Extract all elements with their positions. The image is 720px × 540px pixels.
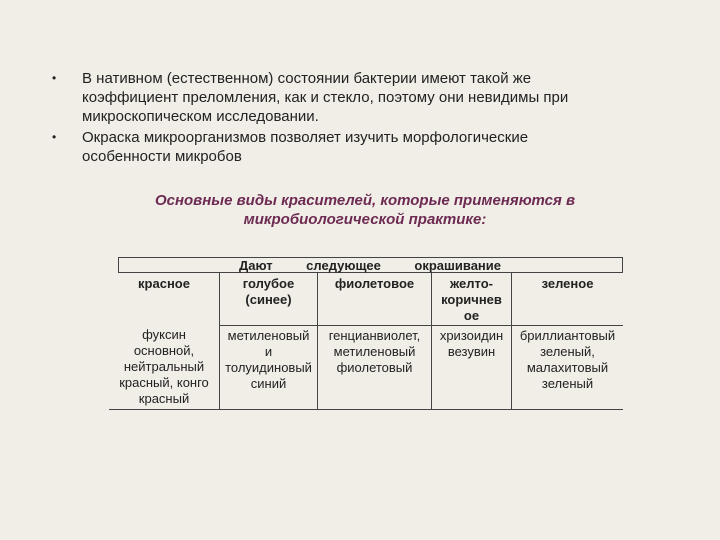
bullet-text: Окраска микроорганизмов позволяет изучить морфологические особенности микробов xyxy=(82,129,529,165)
column-header: голубое (синее) xyxy=(242,276,295,307)
table-header-word: окрашивание xyxy=(414,258,501,273)
bullet-list xyxy=(52,69,612,168)
column-header: зеленое xyxy=(541,276,594,291)
table-column-blue xyxy=(219,273,317,409)
table-columns xyxy=(109,273,623,409)
table-column-red xyxy=(109,273,219,409)
table-header-word: Дают xyxy=(239,258,273,273)
table-bottom-border xyxy=(109,409,623,410)
column-header: фиолетовое xyxy=(334,276,415,291)
bullet-text: В нативном (естественном) состоянии бактерии имеют такой же коэффициент преломления, как и стекло, поэтому они невидимы при микроскопическом исследовании. xyxy=(82,70,569,125)
table-cell: фуксин основной, нейтральный красный, конго красный xyxy=(119,327,209,406)
bullet-item xyxy=(52,128,612,166)
table-header-word: следующее xyxy=(306,258,381,273)
bullet-icon: • xyxy=(52,71,57,85)
table-cell: метиленовый и толуидиновый синий xyxy=(220,325,317,392)
bullet-item xyxy=(52,69,612,126)
table-column-yellow-brown xyxy=(431,273,511,409)
table-cell: хризоидин везувин xyxy=(432,325,511,360)
slide-subtitle: Основные виды красителей, которые применяются в микробиологической практике: xyxy=(154,192,576,228)
table-column-green xyxy=(511,273,623,409)
bullet-icon: • xyxy=(52,130,57,144)
table-cell: генцианвиолет, метиленовый фиолетовый xyxy=(318,325,431,376)
table-cell: бриллиантовый зеленый, малахитовый зеленый xyxy=(512,325,623,392)
table-header-row xyxy=(239,258,501,273)
table-column-violet xyxy=(317,273,431,409)
column-header: красное xyxy=(138,276,190,291)
column-header: желто- коричнев ое xyxy=(441,276,502,323)
